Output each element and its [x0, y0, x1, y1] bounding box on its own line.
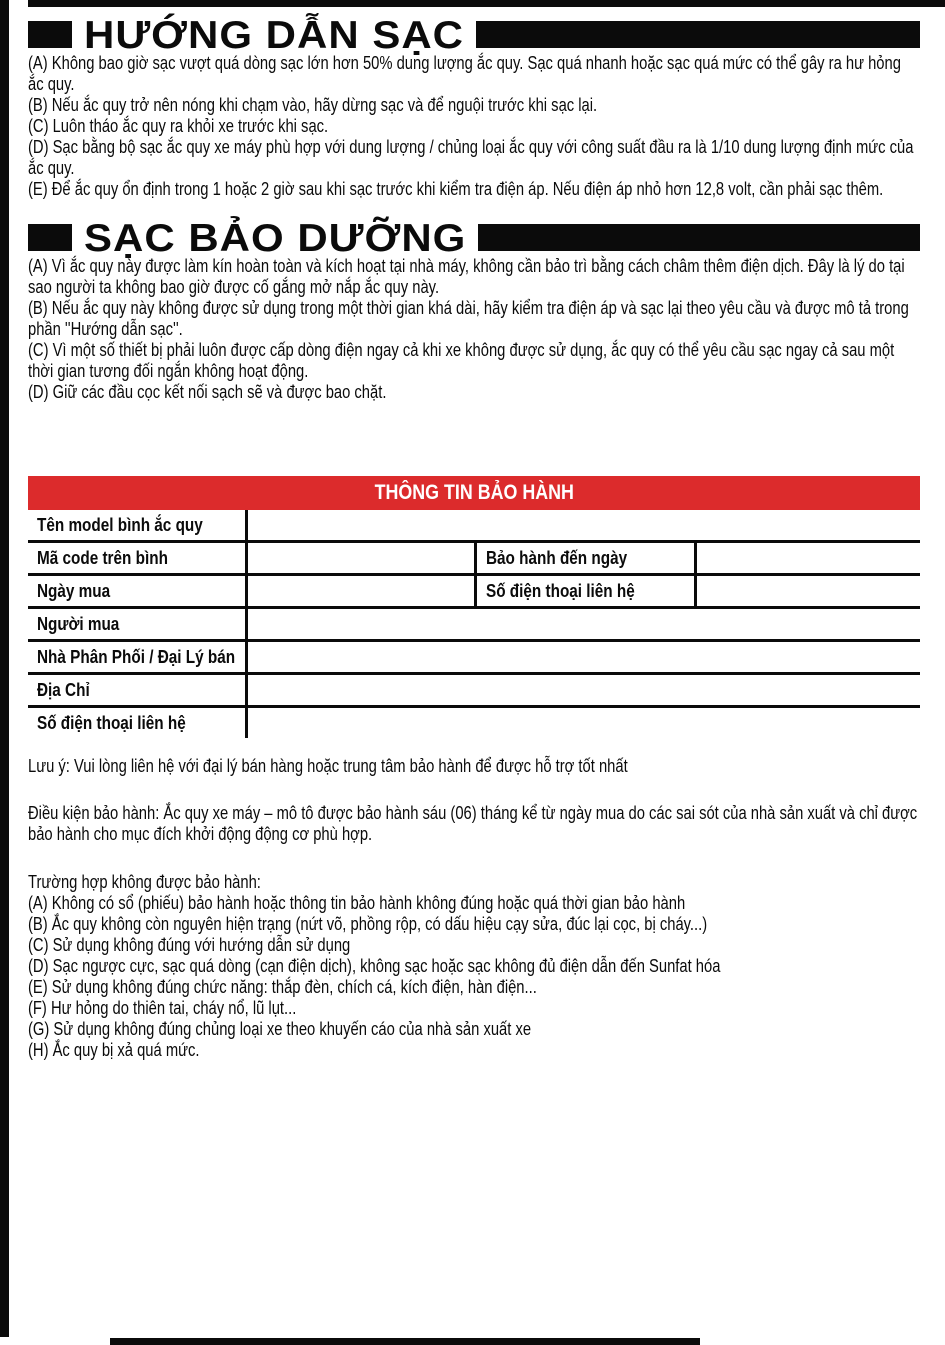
section-title-charging: HƯỚNG DẪN SẠC	[84, 12, 465, 56]
instruction-item: (D) Giữ các đầu cọc kết nối sạch sẽ và được bao chặt.	[28, 382, 387, 402]
instruction-item: (C) Vì một số thiết bị phải luôn được cấp dòng điện ngay cả khi xe không được sử dụng, ắc quy có thể yêu cầu sạc ngay cả sau một thời gian tương đối ngắn không hoạt động.	[28, 340, 895, 381]
row-label: Địa Chỉ	[37, 679, 90, 700]
row-label-cell	[28, 510, 248, 540]
row-label: Tên model bình ắc quy	[37, 514, 203, 535]
row-value-cell	[697, 543, 920, 573]
note-text: Lưu ý: Vui lòng liên hệ với đại lý bán hàng hoặc trung tâm bảo hành để được hỗ trợ tốt nhất	[28, 756, 628, 776]
row-label: Số điện thoại liên hệ	[37, 712, 186, 733]
section-header-maintenance	[28, 215, 920, 259]
exclusion-item: (H) Ắc quy bị xả quá mức.	[28, 1040, 200, 1060]
row-value-cell	[248, 609, 920, 639]
row-label-cell	[28, 576, 248, 606]
table-row	[28, 642, 920, 675]
exclusion-item: (G) Sử dụng không đúng chủng loại xe theo khuyến cáo của nhà sản xuất xe	[28, 1019, 532, 1039]
row-label-cell	[477, 543, 697, 573]
instruction-item: (E) Để ắc quy ổn định trong 1 hoặc 2 giờ sau khi sạc trước khi kiểm tra điện áp. Nếu điện áp nhỏ hơn 12,8 volt, cần phải sạc thêm.	[28, 179, 884, 199]
row-label: Người mua	[37, 613, 120, 634]
charging-instructions-list	[28, 53, 920, 200]
row-label-cell	[28, 642, 248, 672]
page-edge-left-bar	[0, 0, 9, 1337]
exclusion-item: (C) Sử dụng không đúng với hướng dẫn sử dụng	[28, 935, 351, 955]
table-row	[28, 708, 920, 738]
section-header-charging	[28, 12, 920, 56]
row-label-cell	[28, 675, 248, 705]
exclusion-item: (B) Ắc quy không còn nguyên hiện trạng (nứt võ, phồng rộp, có dấu hiệu cạy sửa, đúc lại cọc, bị cháy...)	[28, 914, 708, 934]
table-row	[28, 609, 920, 642]
row-label: Mã code trên bình	[37, 547, 168, 568]
page-edge-bottom-bar	[110, 1338, 700, 1345]
row-value-cell	[248, 642, 920, 672]
row-value-cell	[248, 708, 920, 738]
header-square-mark	[28, 21, 72, 48]
row-label: Ngày mua	[37, 580, 111, 601]
section-title-maintenance: SẠC BẢO DƯỠNG	[84, 215, 467, 259]
instruction-item: (D) Sạc bằng bộ sạc ắc quy xe máy phù hợp với dung lượng / chủng loại ắc quy với công suất đầu ra là 1/10 dung lượng định mức của ắc quy.	[28, 137, 914, 178]
maintenance-instructions-list	[28, 256, 920, 403]
header-rule-bar	[476, 21, 920, 48]
conditions-block	[28, 803, 920, 845]
instruction-item: (C) Luôn tháo ắc quy ra khỏi xe trước khi sạc.	[28, 116, 329, 136]
exclusions-title: Trường hợp không được bảo hành:	[28, 872, 261, 892]
instruction-item: (A) Không bao giờ sạc vượt quá dòng sạc lớn hơn 50% dung lượng ắc quy. Sạc quá nhanh hoặc sạc quá mức có thể gây ra hư hỏng ắc quy.	[28, 53, 901, 94]
instruction-item: (B) Nếu ắc quy trở nên nóng khi chạm vào, hãy dừng sạc và để nguội trước khi sạc lại.	[28, 95, 598, 115]
warranty-table-header	[28, 476, 920, 510]
header-square-mark	[28, 224, 72, 251]
row-label: Bảo hành đến ngày	[486, 547, 628, 568]
instruction-item: (B) Nếu ắc quy này không được sử dụng trong một thời gian khá dài, hãy kiểm tra điện áp và sạc lại theo yêu cầu và được mô tả trong phần ''Hướng dẫn sạc''.	[28, 298, 909, 339]
conditions-text: Điều kiện bảo hành: Ắc quy xe máy – mô tô được bảo hành sáu (06) tháng kể từ ngày mua do các sai sót của nhà sản xuất và chỉ được bảo hành cho mục đích khởi động động cơ phù hợp.	[28, 803, 918, 844]
table-row	[28, 543, 920, 576]
exclusion-item: (F) Hư hỏng do thiên tai, cháy nổ, lũ lụt...	[28, 998, 297, 1018]
table-row	[28, 510, 920, 543]
row-label: Nhà Phân Phối / Đại Lý bán	[37, 646, 236, 667]
row-label-cell	[28, 609, 248, 639]
exclusion-item: (E) Sử dụng không đúng chức năng: thắp đèn, chích cá, kích điện, hàn điện...	[28, 977, 537, 997]
row-value-cell	[248, 675, 920, 705]
warranty-table-title: THÔNG TIN BẢO HÀNH	[374, 481, 574, 504]
page-content	[28, 0, 920, 1061]
row-value-cell	[248, 543, 477, 573]
note-block	[28, 756, 920, 777]
header-rule-bar	[478, 224, 920, 251]
exclusion-item: (A) Không có sổ (phiếu) bảo hành hoặc thông tin bảo hành không đúng hoặc quá thời gian bảo hành	[28, 893, 686, 913]
row-label-cell	[28, 708, 248, 738]
row-label: Số điện thoại liên hệ	[486, 580, 635, 601]
exclusion-item: (D) Sạc ngược cực, sạc quá dòng (cạn điện dịch), không sạc hoặc sạc không đủ điện dẫn đến Sunfat hóa	[28, 956, 721, 976]
warranty-table	[28, 476, 920, 738]
row-value-cell	[248, 576, 477, 606]
row-label-cell	[477, 576, 697, 606]
exclusions-block	[28, 872, 920, 1061]
row-value-cell	[697, 576, 920, 606]
instruction-item: (A) Vì ắc quy này được làm kín hoàn toàn và kích hoạt tại nhà máy, không cần bảo trì bằng cách châm thêm điện dịch. Đây là lý do tại sao người ta không bao giờ được cố gắng mở nắp ắc quy này.	[28, 256, 905, 297]
table-row	[28, 675, 920, 708]
table-row	[28, 576, 920, 609]
row-label-cell	[28, 543, 248, 573]
row-value-cell	[248, 510, 920, 540]
